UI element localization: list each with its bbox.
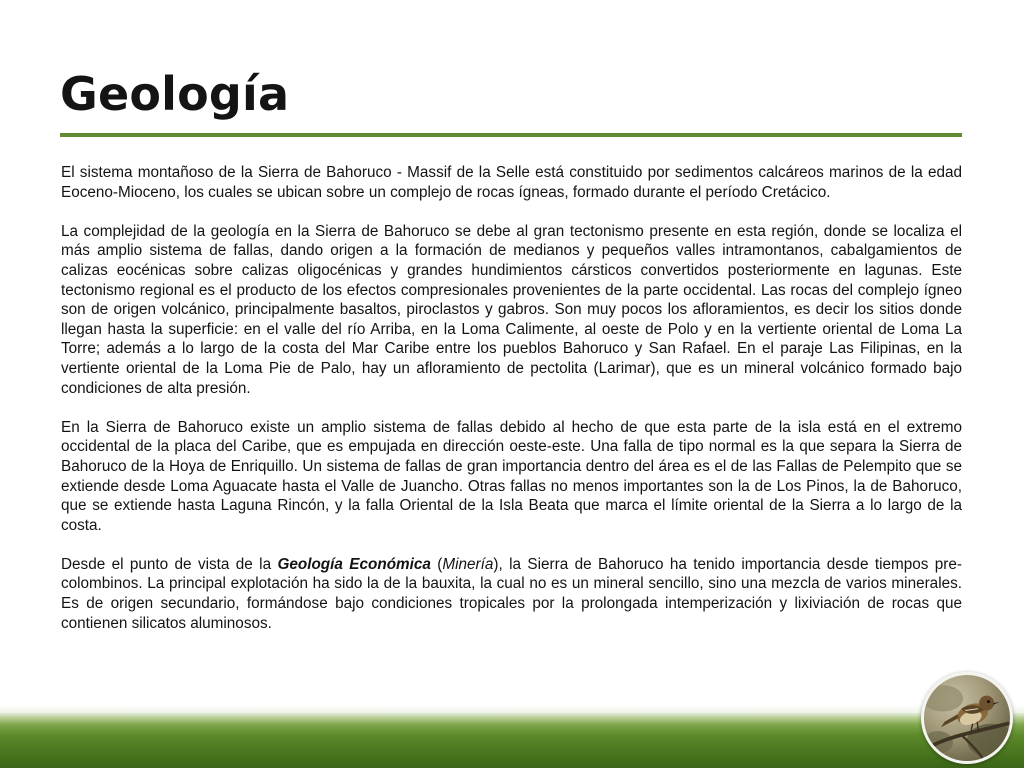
geologia-economica-term: Geología Económica	[277, 555, 431, 573]
paragraph-1: El sistema montañoso de la Sierra de Bahoruco - Massif de la Selle está constituido por sedimentos calcáreos marinos de la edad Eoceno-Mioceno, los cuales se ubican sobre un complejo de rocas ígneas, formado durante el período Cretácico.	[61, 164, 962, 201]
slide-title: Geología	[60, 67, 290, 121]
title-underline	[60, 133, 962, 137]
slide-body	[61, 163, 962, 633]
footer-band	[0, 713, 1024, 768]
paragraph-4-rest: ), la Sierra de Bahoruco ha tenido importancia desde tiempos pre-colombinos. La principal explotación ha sido la de la bauxita, la cual no es un mineral sencillo, sino una mezcla de varios minerales. Es de origen secundario, formándose bajo condiciones tropicales por la prolongada intemperización y lixiviación de rocas que contienen silicatos aluminosos.	[61, 555, 962, 632]
paragraph-3: En la Sierra de Bahoruco existe un amplio sistema de fallas debido al hecho de que esta parte de la isla está en el extremo occidental de la placa del Caribe, que es empujada en dirección oeste-este. Una falla de tipo normal es la que separa la Sierra de Bahoruco de la Hoya de Enriquillo. Un sistema de fallas de gran importancia dentro del área es el de las Fallas de Pelempito que se extiende desde Loma Aguacate hasta el Valle de Juancho. Otras fallas no menos importantes son la de Los Pinos, la de Bahoruco, que se extiende hasta Laguna Rincón, y la falla Oriental de la Isla Beata que marca el límite oriental de la Sierra a lo largo de la costa.	[61, 418, 962, 534]
paragraph-2: La complejidad de la geología en la Sierra de Bahoruco se debe al gran tectonismo presente en esta región, donde se localiza el más amplio sistema de fallas, dando origen a la formación de medianos y pequeños valles intramontanos, cabalgamientos de calizas eocénicas sobre calizas oligocénicas y grandes hundimientos cársticos convertidos posteriormente en lagunas. Este tectonismo regional es el producto de los efectos compresionales provenientes de la parte occidental. Las rocas del complejo ígneo son de origen volcánico, principalmente basaltos, piroclastos y gabros. Son muy pocos los afloramientos, es decir los sitios donde llegan hasta la superficie: en el valle del río Arriba, en la Loma Calimente, al oeste de Polo y en la vertiente oriental de Loma La Torre; además a lo largo de la costa del Mar Caribe entre los pueblos Bahoruco y San Rafael. En el paraje Las Filipinas, en la vertiente oriental de la Loma Pie de Palo, hay un afloramiento de pectolita (Larimar), que es un mineral volcánico formado bajo condiciones de alta presión.	[61, 222, 962, 397]
mineria-term: Minería	[442, 555, 494, 573]
paragraph-4-open-paren: (	[430, 555, 443, 573]
bird-photo-circle-icon	[921, 672, 1013, 764]
paragraph-4-intro: Desde el punto de vista de la	[61, 555, 278, 573]
paragraph-4	[61, 555, 962, 633]
